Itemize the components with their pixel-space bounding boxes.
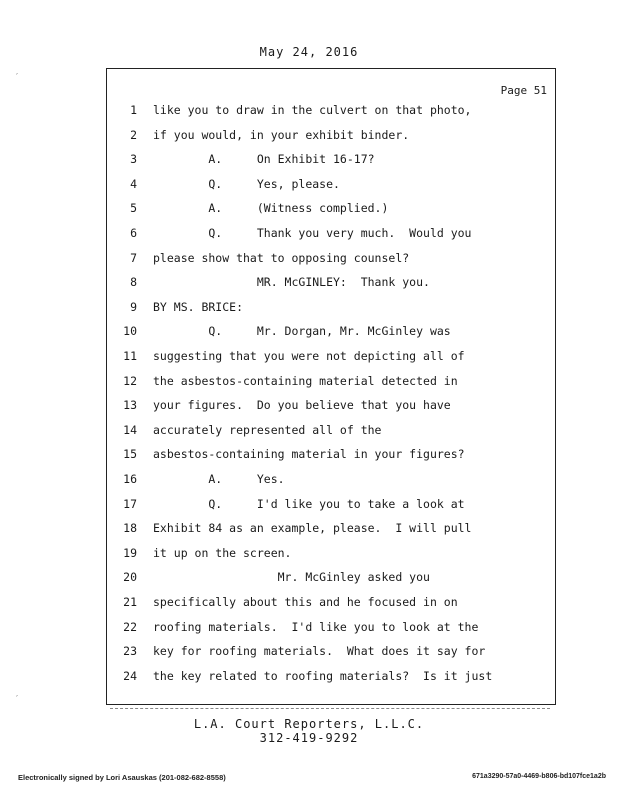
transcript-line <box>107 398 555 422</box>
line-number: 24 <box>123 668 137 683</box>
line-text: A. On Exhibit 16-17? <box>153 152 375 167</box>
transcript-line <box>107 620 555 644</box>
electronic-signature-note: Electronically signed by Lori Asauskas (201-082-682-8558) <box>18 773 226 782</box>
line-number: 21 <box>123 595 137 609</box>
line-number: 6 <box>130 226 137 240</box>
line-text: Q. I'd like you to take a look at <box>153 496 465 511</box>
transcript-line <box>107 349 555 373</box>
line-text: MR. McGINLEY: Thank you. <box>153 275 430 290</box>
transcript-line <box>107 103 555 127</box>
line-number: 9 <box>130 299 137 314</box>
line-text: specifically about this and he focused in on <box>153 595 458 609</box>
transcript-line <box>107 152 555 176</box>
line-text: your figures. Do you believe that you have <box>153 398 451 413</box>
line-text: please show that to opposing counsel? <box>153 250 410 265</box>
line-text: Q. Mr. Dorgan, Mr. McGinley was <box>153 324 451 339</box>
line-number: 15 <box>123 447 137 462</box>
transcript-line <box>107 570 555 594</box>
line-text: Q. Yes, please. <box>153 176 340 191</box>
line-text: asbestos-containing material in your figures? <box>153 447 465 462</box>
line-text: Exhibit 84 as an example, please. I will pull <box>153 521 472 536</box>
transcript-line <box>107 324 555 348</box>
line-text: roofing materials. I'd like you to look at the <box>153 619 479 634</box>
line-text: Q. Thank you very much. Would you <box>153 226 472 240</box>
scan-artifact-mark: ′ <box>14 694 21 705</box>
transcript-line <box>107 546 555 570</box>
line-number: 23 <box>123 644 137 659</box>
footer-firm-name: L.A. Court Reporters, L.L.C. <box>193 717 425 731</box>
line-number: 11 <box>123 349 137 363</box>
transcript-line <box>107 447 555 471</box>
line-text: Mr. McGinley asked you <box>153 570 430 585</box>
line-number: 2 <box>130 127 137 142</box>
line-number: 8 <box>130 275 137 290</box>
line-number: 18 <box>123 521 137 536</box>
transcript-line <box>107 497 555 521</box>
transcript-line <box>107 595 555 619</box>
line-text: if you would, in your exhibit binder. <box>153 127 410 142</box>
transcript-page <box>106 68 556 705</box>
line-text: the asbestos-containing material detected in <box>153 373 458 388</box>
line-number: 20 <box>123 570 137 585</box>
transcript-line <box>107 423 555 447</box>
transcript-line <box>107 472 555 496</box>
line-number: 19 <box>123 545 137 560</box>
transcript-line <box>107 644 555 668</box>
line-text: A. (Witness complied.) <box>153 201 389 216</box>
transcript-line <box>107 275 555 299</box>
footer-phone: 312-419-9292 <box>259 731 359 745</box>
transcript-line <box>107 251 555 275</box>
scan-artifact-mark: ′ <box>14 72 21 83</box>
header-date: May 24, 2016 <box>259 45 359 59</box>
line-number: 7 <box>130 250 137 265</box>
line-number: 10 <box>123 324 137 339</box>
line-number: 13 <box>123 398 137 413</box>
line-text: it up on the screen. <box>153 545 292 560</box>
line-number: 16 <box>123 472 137 486</box>
line-number: 22 <box>123 619 137 634</box>
line-text: the key related to roofing materials? Is it just <box>153 668 493 683</box>
line-text: like you to draw in the culvert on that photo, <box>153 103 472 117</box>
line-text: A. Yes. <box>153 472 285 486</box>
page-number: Page 51 <box>500 84 547 97</box>
line-number: 5 <box>130 201 137 216</box>
page-bottom-rule-secondary <box>110 708 550 709</box>
transcript-line <box>107 521 555 545</box>
line-number: 17 <box>123 496 137 511</box>
line-number: 12 <box>123 373 137 388</box>
transcript-line <box>107 374 555 398</box>
transcript-line <box>107 669 555 693</box>
line-text: suggesting that you were not depicting all of <box>153 349 465 363</box>
transcript-line <box>107 177 555 201</box>
line-text: accurately represented all of the <box>153 422 382 437</box>
page-bottom-rule <box>106 704 556 705</box>
document-id: 671a3290-57a0-4469-b806-bd107fce1a2b <box>472 773 606 780</box>
transcript-line <box>107 300 555 324</box>
line-number: 14 <box>123 422 137 437</box>
line-number: 3 <box>130 152 137 167</box>
line-number: 1 <box>130 103 137 117</box>
transcript-line <box>107 128 555 152</box>
line-text: key for roofing materials. What does it say for <box>153 644 486 659</box>
transcript-line <box>107 201 555 225</box>
transcript-line <box>107 226 555 250</box>
line-text: BY MS. BRICE: <box>153 299 244 314</box>
line-number: 4 <box>130 176 137 191</box>
